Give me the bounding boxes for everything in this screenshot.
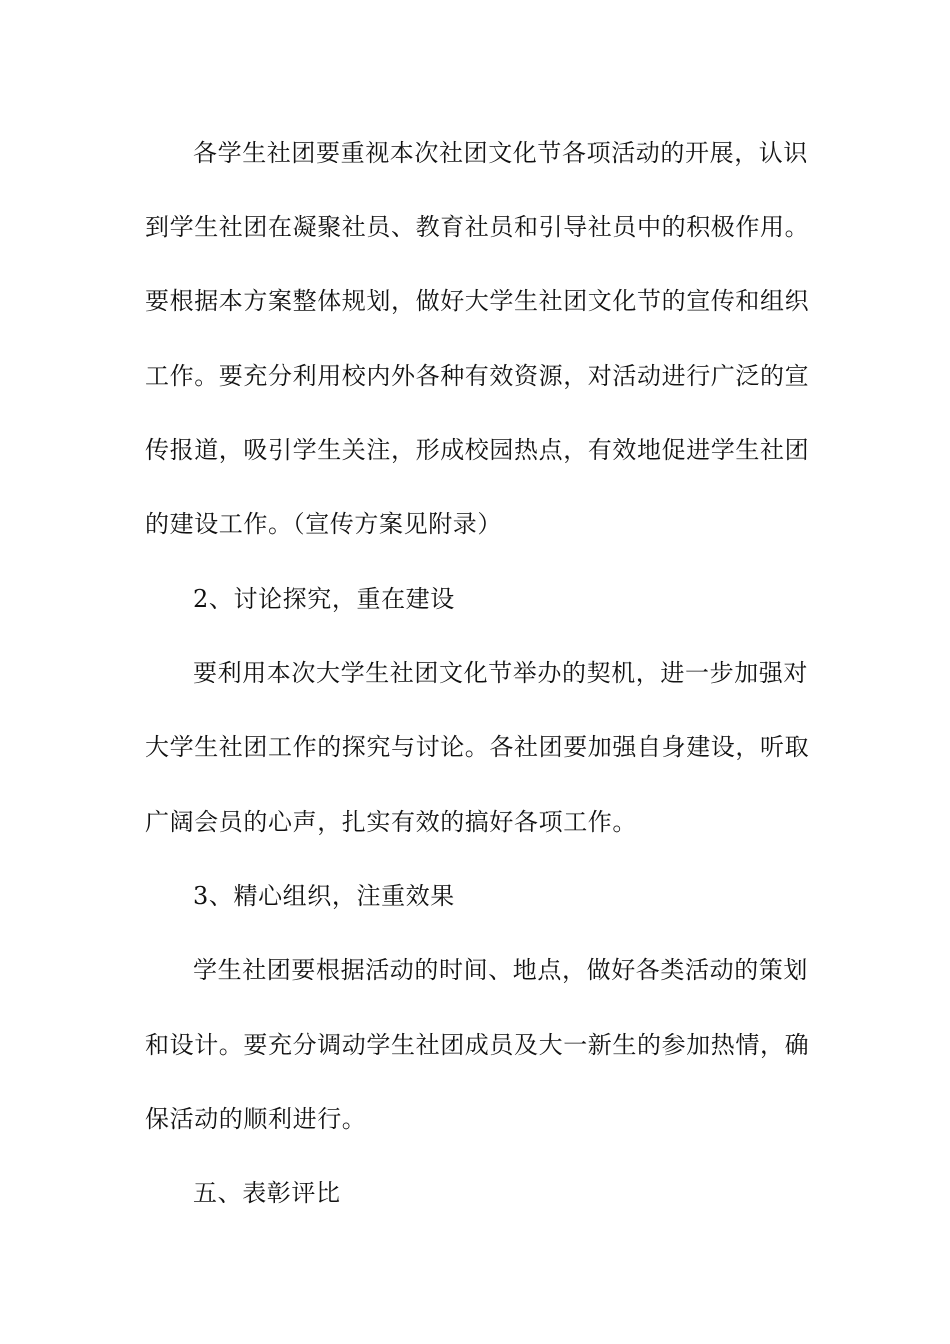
section-heading: 2、讨论探究，重在建设 bbox=[193, 585, 455, 613]
paragraph-line: 工作。要充分利用校内外各种有效资源，对活动进行广泛的宣 bbox=[145, 362, 810, 390]
paragraph-line: 到学生社团在凝聚社员、教育社员和引导社员中的积极作用。 bbox=[145, 213, 810, 241]
paragraph-line: 要根据本方案整体规划，做好大学生社团文化节的宣传和组织 bbox=[145, 287, 810, 315]
paragraph-line: 保活动的顺利进行。 bbox=[145, 1105, 367, 1133]
paragraph-line: 要利用本次大学生社团文化节举办的契机，进一步加强对 bbox=[193, 659, 808, 687]
paragraph-line: 大学生社团工作的探究与讨论。各社团要加强自身建设，听取 bbox=[145, 733, 810, 761]
paragraph-line: 各学生社团要重视本次社团文化节各项活动的开展，认识 bbox=[193, 139, 808, 167]
section-heading: 五、表彰评比 bbox=[193, 1179, 341, 1207]
paragraph-line: 和设计。要充分调动学生社团成员及大一新生的参加热情，确 bbox=[145, 1031, 810, 1059]
paragraph-line: 传报道，吸引学生关注，形成校园热点，有效地促进学生社团 bbox=[145, 436, 810, 464]
paragraph-line: 的建设工作。（宣传方案见附录） bbox=[145, 510, 502, 538]
section-heading: 3、精心组织，注重效果 bbox=[193, 882, 455, 910]
paragraph-line: 学生社团要根据活动的时间、地点，做好各类活动的策划 bbox=[193, 956, 808, 984]
paragraph-line: 广阔会员的心声，扎实有效的搞好各项工作。 bbox=[145, 808, 637, 836]
